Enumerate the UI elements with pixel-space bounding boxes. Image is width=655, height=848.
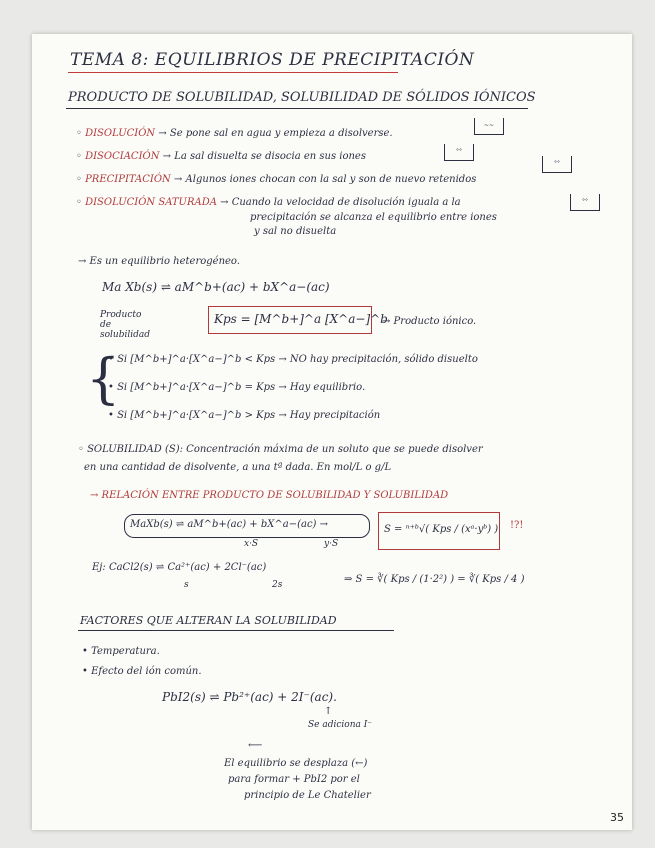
le-chatelier-note-continued: para formar + PbI2 por el bbox=[228, 774, 360, 785]
condition-precipitation: • Si [M^b+]^a·[X^a−]^b > Kps → Hay precipitación bbox=[108, 410, 381, 421]
definition-text: → La sal disuelta se disocia en sus iones bbox=[162, 151, 366, 162]
subtitle-underline bbox=[66, 108, 528, 109]
beaker-icon: °° bbox=[444, 144, 474, 161]
example-reaction: Ej: CaCl2(s) ⇌ Ca²⁺(ac) + 2Cl⁻(ac) bbox=[92, 562, 267, 573]
definition-saturada: ◦ DISOLUCIÓN SATURADA → Cuando la velocidad de disolución iguala a la bbox=[76, 197, 461, 208]
solubility-formula: S = ⁿ⁺ᵇ√( Kps / (xᵃ·yᵇ) ) bbox=[384, 524, 499, 535]
dissolution-reaction: Ma Xb(s) ⇌ aM^b+(ac) + bX^a−(ac) bbox=[102, 280, 330, 294]
definition-term: DISOCIACIÓN bbox=[85, 151, 160, 162]
factor-common-ion: • Efecto del ión común. bbox=[82, 666, 202, 677]
example-s: s bbox=[184, 580, 189, 590]
definition-term: DISOLUCIÓN SATURADA bbox=[85, 197, 217, 208]
definition-term: DISOLUCIÓN bbox=[85, 128, 156, 139]
definition-disociacion: ◦ DISOCIACIÓN → La sal disuelta se disocia en sus iones bbox=[76, 151, 366, 162]
definition-text: → Algunos iones chocan con la sal y son de nuevo retenidos bbox=[174, 174, 477, 185]
question-marks: !?! bbox=[510, 520, 524, 531]
definition-text: → Cuando la velocidad de disolución iguala a la bbox=[220, 197, 461, 208]
heterogeneous-note: → Es un equilibrio heterogéneo. bbox=[78, 256, 240, 267]
section-subtitle: PRODUCTO DE SOLUBILIDAD, SOLUBILIDAD DE SÓLIDOS IÓNICOS bbox=[68, 90, 536, 105]
condition-no-precipitation: • Si [M^b+]^a·[X^a−]^b < Kps → NO hay precipitación, sólido disuelto bbox=[108, 354, 478, 365]
relation-heading: → RELACIÓN ENTRE PRODUCTO DE SOLUBILIDAD Y SOLUBILIDAD bbox=[90, 490, 449, 501]
definition-text-continued: y sal no disuelta bbox=[254, 226, 337, 237]
conditions-brace: { bbox=[86, 347, 121, 410]
definition-precipitacion: ◦ PRECIPITACIÓN → Algunos iones chocan con la sal y son de nuevo retenidos bbox=[76, 174, 477, 185]
beaker-icon: ~~ bbox=[474, 118, 504, 135]
page-number: 35 bbox=[610, 811, 624, 824]
le-chatelier-note: El equilibrio se desplaza (←) bbox=[224, 758, 368, 769]
factors-heading: FACTORES QUE ALTERAN LA SOLUBILIDAD bbox=[80, 614, 337, 627]
notebook-page bbox=[32, 34, 632, 830]
solubility-definition: ◦ SOLUBILIDAD (S): Concentración máxima de un soluto que se puede disolver bbox=[78, 444, 483, 455]
definition-term: PRECIPITACIÓN bbox=[85, 174, 171, 185]
ionic-product-label: → Producto iónico. bbox=[382, 316, 477, 327]
left-arrow-icon: ⟵ bbox=[248, 740, 263, 751]
added-ion-note: Se adiciona I⁻ bbox=[308, 720, 373, 730]
definition-disolucion: ◦ DISOLUCIÓN → Se pone sal en agua y empieza a disolverse. bbox=[76, 128, 393, 139]
ys-term: y·S bbox=[324, 539, 339, 549]
page-title: TEMA 8: EQUILIBRIOS DE PRECIPITACIÓN bbox=[70, 50, 475, 70]
solubility-definition-continued: en una cantidad de disolvente, a una tª dada. En mol/L o g/L bbox=[84, 462, 392, 473]
up-arrow-icon: ↑ bbox=[324, 706, 333, 717]
example-2s: 2s bbox=[272, 580, 283, 590]
kps-label: Producto de solubilidad bbox=[100, 310, 150, 340]
beaker-icon: °° bbox=[542, 156, 572, 173]
example-result: ⇒ S = ∛( Kps / (1·2²) ) = ∛( Kps / 4 ) bbox=[344, 574, 525, 585]
definition-text-continued: precipitación se alcanza el equilibrio entre iones bbox=[250, 212, 497, 223]
title-underline bbox=[68, 72, 398, 73]
definition-text: → Se pone sal en agua y empieza a disolverse. bbox=[158, 128, 393, 139]
solubility-reaction: MaXb(s) ⇌ aM^b+(ac) + bX^a−(ac) → bbox=[130, 519, 329, 530]
condition-equilibrium: • Si [M^b+]^a·[X^a−]^b = Kps → Hay equilibrio. bbox=[108, 382, 366, 393]
factor-temperature: • Temperatura. bbox=[82, 646, 160, 657]
beaker-icon: °° bbox=[570, 194, 600, 211]
lead-iodide-reaction: PbI2(s) ⇌ Pb²⁺(ac) + 2I⁻(ac). bbox=[162, 690, 337, 704]
le-chatelier-note-continued: principio de Le Chatelier bbox=[244, 790, 371, 801]
xs-term: x·S bbox=[244, 539, 259, 549]
factors-underline bbox=[78, 630, 394, 631]
kps-expression: Kps = [M^b+]^a [X^a−]^b bbox=[214, 312, 388, 326]
